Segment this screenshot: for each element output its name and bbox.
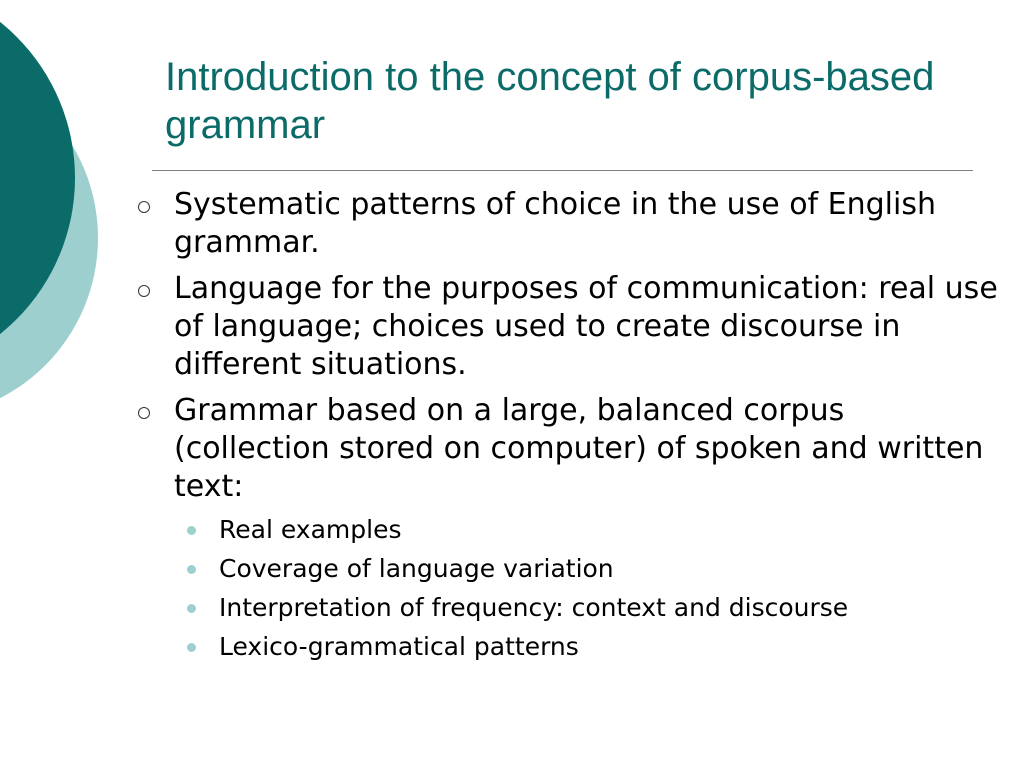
sub-bullet-text: Real examples: [219, 515, 402, 544]
hollow-circle-bullet-icon: [138, 201, 150, 213]
bullet-list: [130, 186, 1000, 666]
sub-bullet-text: Interpretation of frequency: context and discourse: [219, 593, 849, 622]
slide-title: Introduction to the concept of corpus-based grammar: [165, 55, 935, 147]
bullet-text: Systematic patterns of choice in the use of English grammar.: [174, 187, 936, 260]
sub-bullet-text: Lexico-grammatical patterns: [219, 632, 579, 661]
bullet-item: [130, 186, 1000, 262]
sub-bullet-item: [174, 627, 1000, 666]
decorative-circles: [0, 0, 120, 420]
sub-bullet-item: [174, 588, 1000, 627]
filled-dot-bullet-icon: [187, 604, 196, 613]
sub-bullet-list: [174, 510, 1000, 666]
slide-content: [130, 186, 1000, 674]
sub-bullet-text: Coverage of language variation: [219, 554, 614, 583]
title-divider: [152, 170, 973, 171]
hollow-circle-bullet-icon: [138, 407, 150, 419]
filled-dot-bullet-icon: [187, 565, 196, 574]
bullet-item: [130, 392, 1000, 666]
bullet-text: Language for the purposes of communication: real use of language; choices used to create discourse in different situations.: [174, 271, 998, 382]
bullet-item: [130, 270, 1000, 384]
filled-dot-bullet-icon: [187, 643, 196, 652]
sub-bullet-item: [174, 510, 1000, 549]
hollow-circle-bullet-icon: [138, 285, 150, 297]
bullet-text: Grammar based on a large, balanced corpus (collection stored on computer) of spoken and written text:: [174, 393, 984, 504]
filled-dot-bullet-icon: [187, 526, 196, 535]
sub-bullet-item: [174, 549, 1000, 588]
